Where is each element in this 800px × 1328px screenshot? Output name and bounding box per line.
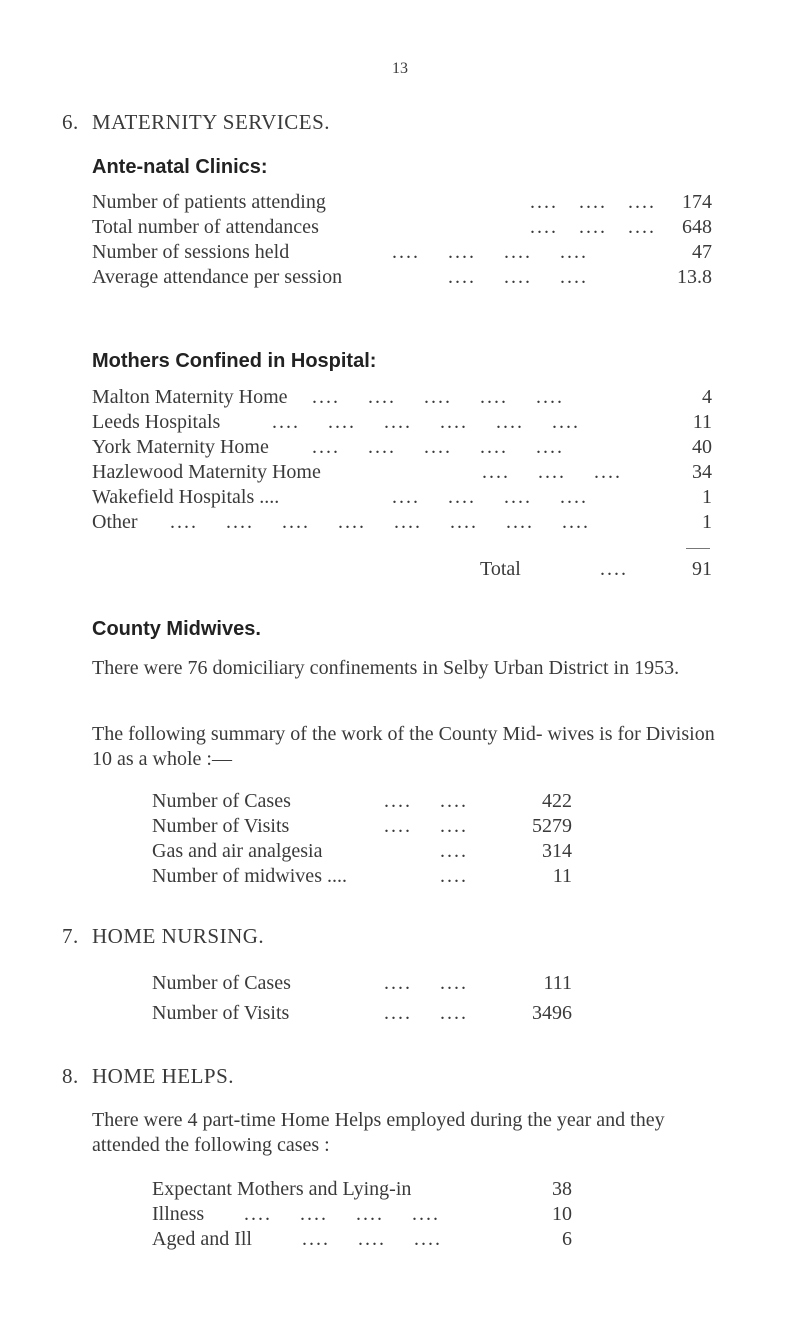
row-label: Number of Visits <box>152 1002 290 1024</box>
row-value: 6 <box>562 1228 572 1250</box>
section-title: MATERNITY SERVICES. <box>92 110 331 134</box>
midwives-paragraph-2: The following summary of the work of the County Mid- wives is for Division 10 as a whole :— <box>92 723 715 770</box>
leader-dots: .... <box>600 558 628 580</box>
row-value: 13.8 <box>677 266 712 288</box>
row-value: 34 <box>692 461 712 483</box>
midwives-row <box>152 815 572 841</box>
leader-dots: .... .... .... .... <box>244 1203 440 1225</box>
row-label: Leeds Hospitals <box>92 411 221 433</box>
row-value: 648 <box>682 216 712 238</box>
section-heading-home-helps <box>62 1064 234 1089</box>
row-label: Average attendance per session <box>92 266 343 288</box>
row-label: Total number of attendances <box>92 216 319 238</box>
home-nursing-row <box>152 1002 572 1028</box>
leader-dots: .... .... <box>384 972 468 994</box>
hospital-row <box>92 511 712 537</box>
midwives-row <box>152 865 572 891</box>
hospital-row <box>92 461 712 487</box>
hospital-row <box>92 436 712 462</box>
row-value: 40 <box>692 436 712 458</box>
page-number: 13 <box>392 60 408 77</box>
row-label: Number of Cases <box>152 972 291 994</box>
row-label: Number of midwives .... <box>152 865 347 887</box>
row-label: Gas and air analgesia <box>152 840 323 862</box>
total-value: 91 <box>692 558 712 580</box>
leader-dots: .... .... .... .... .... .... <box>272 411 580 433</box>
home-helps-row <box>152 1203 572 1229</box>
leader-dots: .... .... .... <box>448 266 588 288</box>
section-title: HOME NURSING. <box>92 924 265 948</box>
hospital-heading: Mothers Confined in Hospital: <box>92 350 377 372</box>
leader-dots: .... .... .... <box>530 216 656 238</box>
antenatal-row <box>92 216 712 242</box>
section-number: 6. <box>62 110 79 134</box>
leader-dots: .... .... .... .... <box>392 486 588 508</box>
antenatal-heading: Ante-natal Clinics: <box>92 156 268 178</box>
row-value: 3496 <box>532 1002 572 1024</box>
antenatal-row <box>92 266 712 292</box>
section-number: 8. <box>62 1064 79 1088</box>
row-value: 1 <box>702 511 712 533</box>
row-label: Malton Maternity Home <box>92 386 288 408</box>
row-value: 11 <box>552 865 572 887</box>
row-label: Wakefield Hospitals .... <box>92 486 280 508</box>
leader-dots: .... .... .... <box>482 461 622 483</box>
row-label: Number of sessions held <box>92 241 290 263</box>
leader-dots: .... .... <box>384 790 468 812</box>
section-number: 7. <box>62 924 79 948</box>
home-helps-row <box>152 1178 572 1204</box>
row-label: Number of Cases <box>152 790 291 812</box>
row-label: Expectant Mothers and Lying-in <box>152 1178 412 1200</box>
section-heading-home-nursing <box>62 924 264 949</box>
midwives-paragraph-1: There were 76 domiciliary confinements in Selby Urban District in 1953. <box>92 657 680 679</box>
leader-dots: .... .... .... .... .... <box>312 436 564 458</box>
hospital-row <box>92 386 712 412</box>
leader-dots: .... <box>440 865 468 887</box>
row-label: Other <box>92 511 138 533</box>
row-value: 38 <box>552 1178 572 1200</box>
hospital-row <box>92 411 712 437</box>
midwives-row <box>152 840 572 866</box>
midwives-row <box>152 790 572 816</box>
leader-dots: .... .... .... .... <box>392 241 588 263</box>
antenatal-row <box>92 191 712 217</box>
row-value: 422 <box>542 790 572 812</box>
row-label: York Maternity Home <box>92 436 269 458</box>
row-value: 47 <box>692 241 712 263</box>
hospital-row <box>92 486 712 512</box>
leader-dots: .... .... <box>384 815 468 837</box>
row-value: 111 <box>543 972 572 994</box>
home-nursing-row <box>152 972 572 998</box>
row-label: Illness <box>152 1203 205 1225</box>
home-helps-row <box>152 1228 572 1254</box>
home-helps-paragraph: There were 4 part-time Home Helps employed during the year and they attended the following cases : <box>92 1109 665 1156</box>
midwives-heading: County Midwives. <box>92 618 261 640</box>
antenatal-row <box>92 241 712 267</box>
leader-dots: .... .... .... <box>302 1228 442 1250</box>
section-heading-maternity <box>62 110 330 135</box>
row-value: 174 <box>682 191 712 213</box>
row-label: Number of Visits <box>152 815 290 837</box>
leader-dots: .... .... <box>384 1002 468 1024</box>
leader-dots: .... .... .... .... .... <box>312 386 564 408</box>
row-value: 1 <box>702 486 712 508</box>
leader-dots: .... .... .... .... .... .... .... .... <box>170 511 590 533</box>
leader-dots: .... <box>440 840 468 862</box>
row-value: 5279 <box>532 815 572 837</box>
row-label: Hazlewood Maternity Home <box>92 461 321 483</box>
row-value: 4 <box>702 386 712 408</box>
total-label: Total <box>480 558 521 580</box>
row-label: Aged and Ill <box>152 1228 252 1250</box>
total-rule <box>686 548 710 549</box>
row-value: 10 <box>552 1203 572 1225</box>
leader-dots: .... .... .... <box>530 191 656 213</box>
row-value: 11 <box>692 411 712 433</box>
section-title: HOME HELPS. <box>92 1064 235 1088</box>
row-value: 314 <box>542 840 572 862</box>
hospital-total-row <box>480 558 712 584</box>
row-label: Number of patients attending <box>92 191 326 213</box>
